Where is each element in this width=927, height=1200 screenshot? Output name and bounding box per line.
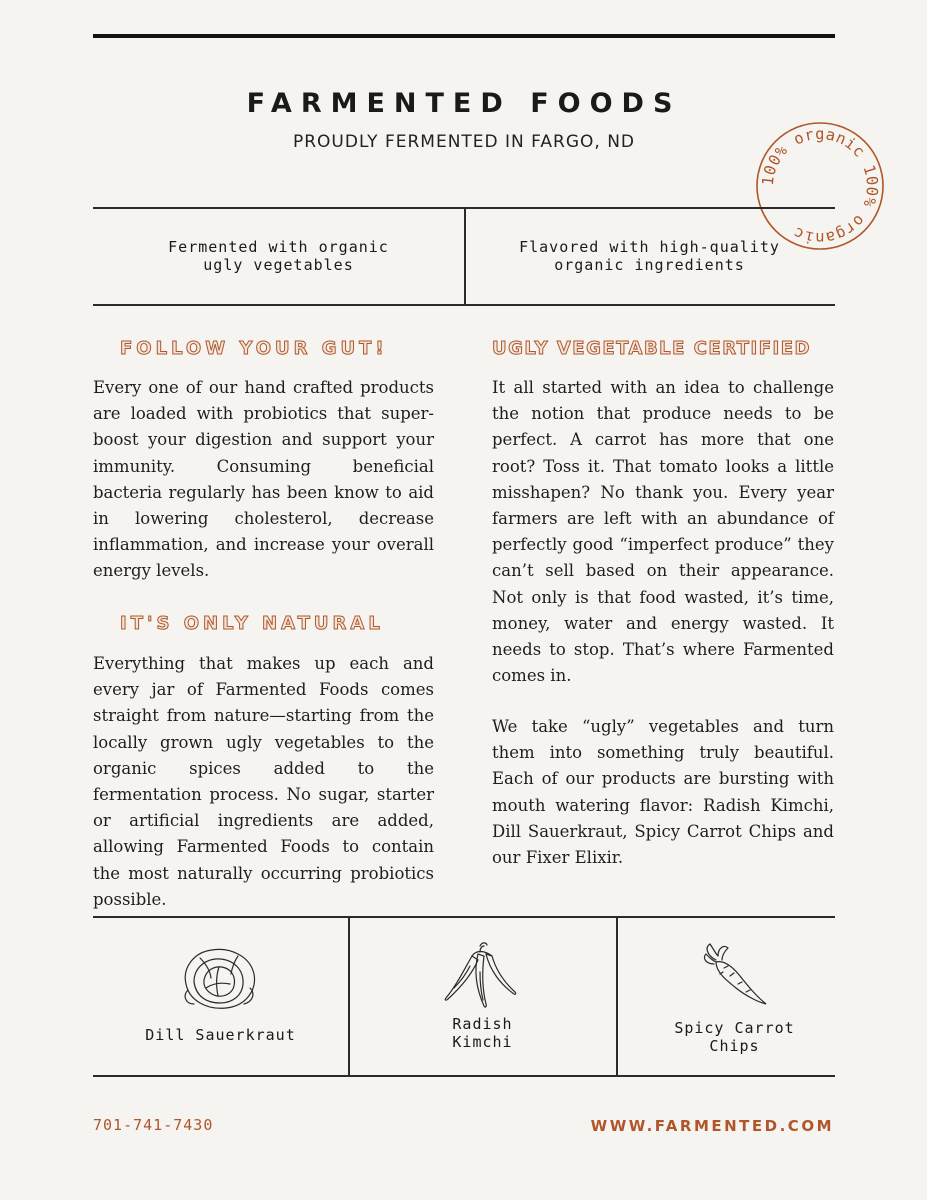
heading-follow-your-gut: FOLLOW YOUR GUT!: [120, 338, 388, 359]
top-rule: [93, 34, 835, 38]
feature-bottom-rule: [93, 304, 835, 306]
brand-title: FARMENTED FOODS: [246, 88, 682, 119]
feature-organic-vegetables: Fermented with organic ugly vegetables: [168, 238, 389, 274]
paragraph-its-only-natural: Everything that makes up each and every jar of Farmented Foods comes straight from nature—starting from the locally grown ugly vegetables to the organic spices added to the fermentation process. No sugar, starter or artificial ingredients are added, allowing Farmented Foods to contain the most naturally occurring probiotics possible.: [93, 654, 434, 909]
product-spicy-carrot-chips: Spicy Carrot Chips: [674, 1019, 795, 1055]
carrot-icon: [700, 942, 770, 1008]
product-dill-sauerkraut: Dill Sauerkraut: [145, 1026, 296, 1044]
cabbage-icon: [180, 944, 258, 1014]
website-link[interactable]: WWW.FARMENTED.COM: [590, 1117, 834, 1135]
heading-ugly-vegetable-certified: UGLY VEGETABLE CERTIFIED: [492, 338, 811, 359]
heading-its-only-natural: IT'S ONLY NATURAL: [120, 613, 384, 634]
stamp-text: 100% organic 100% organic: [758, 124, 882, 248]
paragraph-ugly-vegetable-products: We take “ugly” vegetables and turn them into something truly beautiful. Each of our products are bursting with mouth watering flavor: Radish Kimchi, Dill Sauerkraut, Spicy Carrot Chips and our Fixer Elixir.: [492, 717, 834, 868]
chili-peppers-icon: [442, 942, 518, 1008]
products-bottom-rule: [93, 1075, 835, 1077]
svg-text:100% organic 100% organic: [759, 125, 881, 247]
brand-tagline: PROUDLY FERMENTED IN FARGO, ND: [292, 132, 636, 152]
paragraph-ugly-vegetable-certified: It all started with an idea to challenge the notion that produce needs to be perfect. A carrot has more that one root? Toss it. That tomato looks a little misshapen? No thank you. Every year farmers are left with an abundance of perfectly good “imperfect produce” they can’t sell based on their appearance. Not only is that food wasted, it’s time, money, water and energy wasted. It needs to stop. That’s where Farmented comes in.: [492, 378, 834, 686]
products-top-rule: [93, 916, 835, 918]
feature-organic-ingredients: Flavored with high-quality organic ingredients: [519, 238, 780, 274]
product-radish-kimchi: Radish Kimchi: [452, 1015, 513, 1051]
products-divider-1: [348, 916, 350, 1076]
organic-stamp: [752, 118, 888, 254]
paragraph-follow-your-gut: Every one of our hand crafted products are loaded with probiotics that super-boost your digestion and support your immunity. Consuming beneficial bacteria regularly has been know to aid in lowering cholesterol, decrease inflammation, and increase your overall energy levels.: [93, 378, 434, 581]
phone-number[interactable]: 701-741-7430: [93, 1116, 214, 1134]
